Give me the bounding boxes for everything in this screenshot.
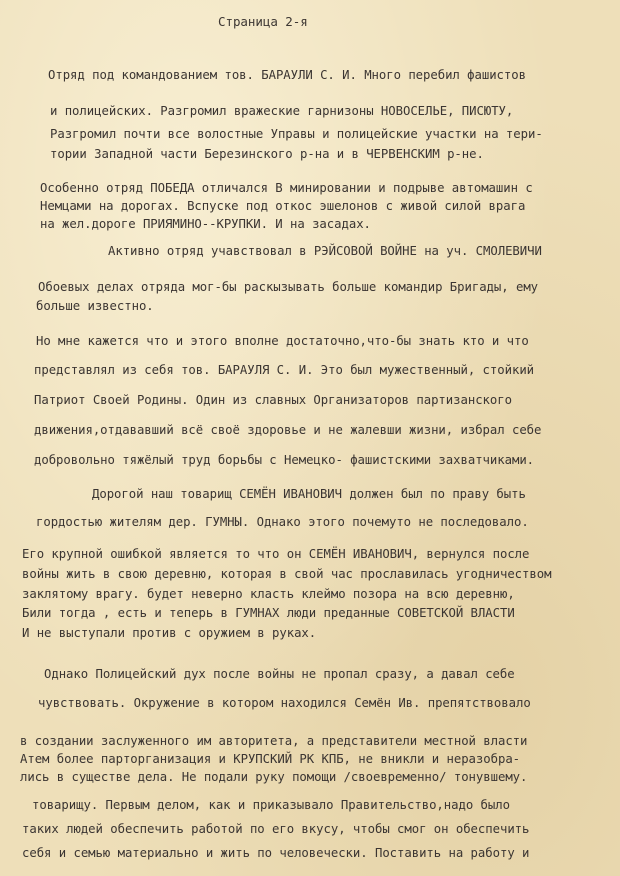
text-line: Но мне кажется что и этого вполне достаточно,что-бы знать кто и что (36, 334, 529, 348)
text-line: Активно отряд учавствовал в РЭЙСОВОЙ ВОЙНЕ на уч. СМОЛЕВИЧИ (108, 244, 542, 258)
page-title: Страница 2-я (218, 14, 308, 29)
text-line: Его крупной ошибкой является то что он СЕМЁН ИВАНОВИЧ, вернулся после (22, 547, 530, 561)
text-line: добровольно тяжёлый труд борьбы с Немецко- фашистскими захватчиками. (34, 453, 535, 467)
text-line: Били тогда , есть и теперь в ГУМНАХ люди преданные СОВЕТСКОЙ ВЛАСТИ (22, 606, 515, 620)
text-line: чувствовать. Окружение в котором находился Семён Ив. препятствовало (38, 696, 531, 710)
text-line: на жел.дороге ПРИЯМИНО--КРУПКИ. И на засадах. (40, 217, 371, 231)
text-line: больше известно. (36, 299, 154, 313)
text-line: Атем более парторганизация и КРУПСКИЙ РК КПБ, не вникли и неразобра- (20, 752, 521, 766)
text-line: заклятому врагу. будет неверно класть клеймо позора на всю деревню, (22, 587, 515, 601)
text-line: Обоевых делах отряда мог-бы раскызывать больше командир Бригады, ему (38, 280, 539, 294)
text-line: движения,отдававший всё своё здоровье и не жалевши жизни, избрал себе (34, 423, 542, 437)
text-line: Разгромил почти все волостные Управы и полицейские участки на тери- (50, 127, 543, 141)
text-line: таких людей обеспечить работой по его вкусу, чтобы смог он обеспечить (22, 822, 530, 836)
text-line: и полицейских. Разгромил вражеские гарнизоны НОВОСЕЛЬЕ, ПИСЮТУ, (50, 104, 514, 118)
text-line: представлял из себя тов. БАРАУЛЯ С. И. Это был мужественный, стойкий (34, 363, 535, 377)
text-line: войны жить в свою деревню, которая в свой час прославилась угодничеством (22, 567, 552, 581)
text-line: лись в существе дела. Не подали руку помощи /своевременно/ тонувшему. (20, 770, 528, 784)
text-line: Патриот Своей Родины. Один из славных Организаторов партизанского (34, 393, 512, 407)
text-line: себя и семью материально и жить по человечески. Поставить на работу и (22, 846, 530, 860)
text-line: товарищу. Первым делом, как и приказывало Правительство,надо было (32, 798, 510, 812)
text-line: Немцами на дорогах. Вспуске под откос эшелонов с живой силой врага (40, 199, 526, 213)
text-line: И не выступали против с оружием в руках. (22, 626, 317, 640)
text-line: гордостью жителям дер. ГУМНЫ. Однако этого почемуто не последовало. (36, 515, 529, 529)
text-line: в создании заслуженного им авторитета, а представители местной власти (20, 734, 528, 748)
text-line: Однако Полицейский дух после войны не пропал сразу, а давал себе (44, 667, 515, 681)
text-line: Особенно отряд ПОБЕДА отличался В минировании и подрыве автомашин с (40, 181, 533, 195)
text-line: тории Западной части Березинского р-на и в ЧЕРВЕНСКИМ р-не. (50, 147, 484, 161)
text-line: Отряд под командованием тов. БАРАУЛИ С. И. Много перебил фашистов (48, 68, 526, 82)
text-line: Дорогой наш товарищ СЕМЁН ИВАНОВИЧ должен был по праву быть (92, 487, 526, 501)
